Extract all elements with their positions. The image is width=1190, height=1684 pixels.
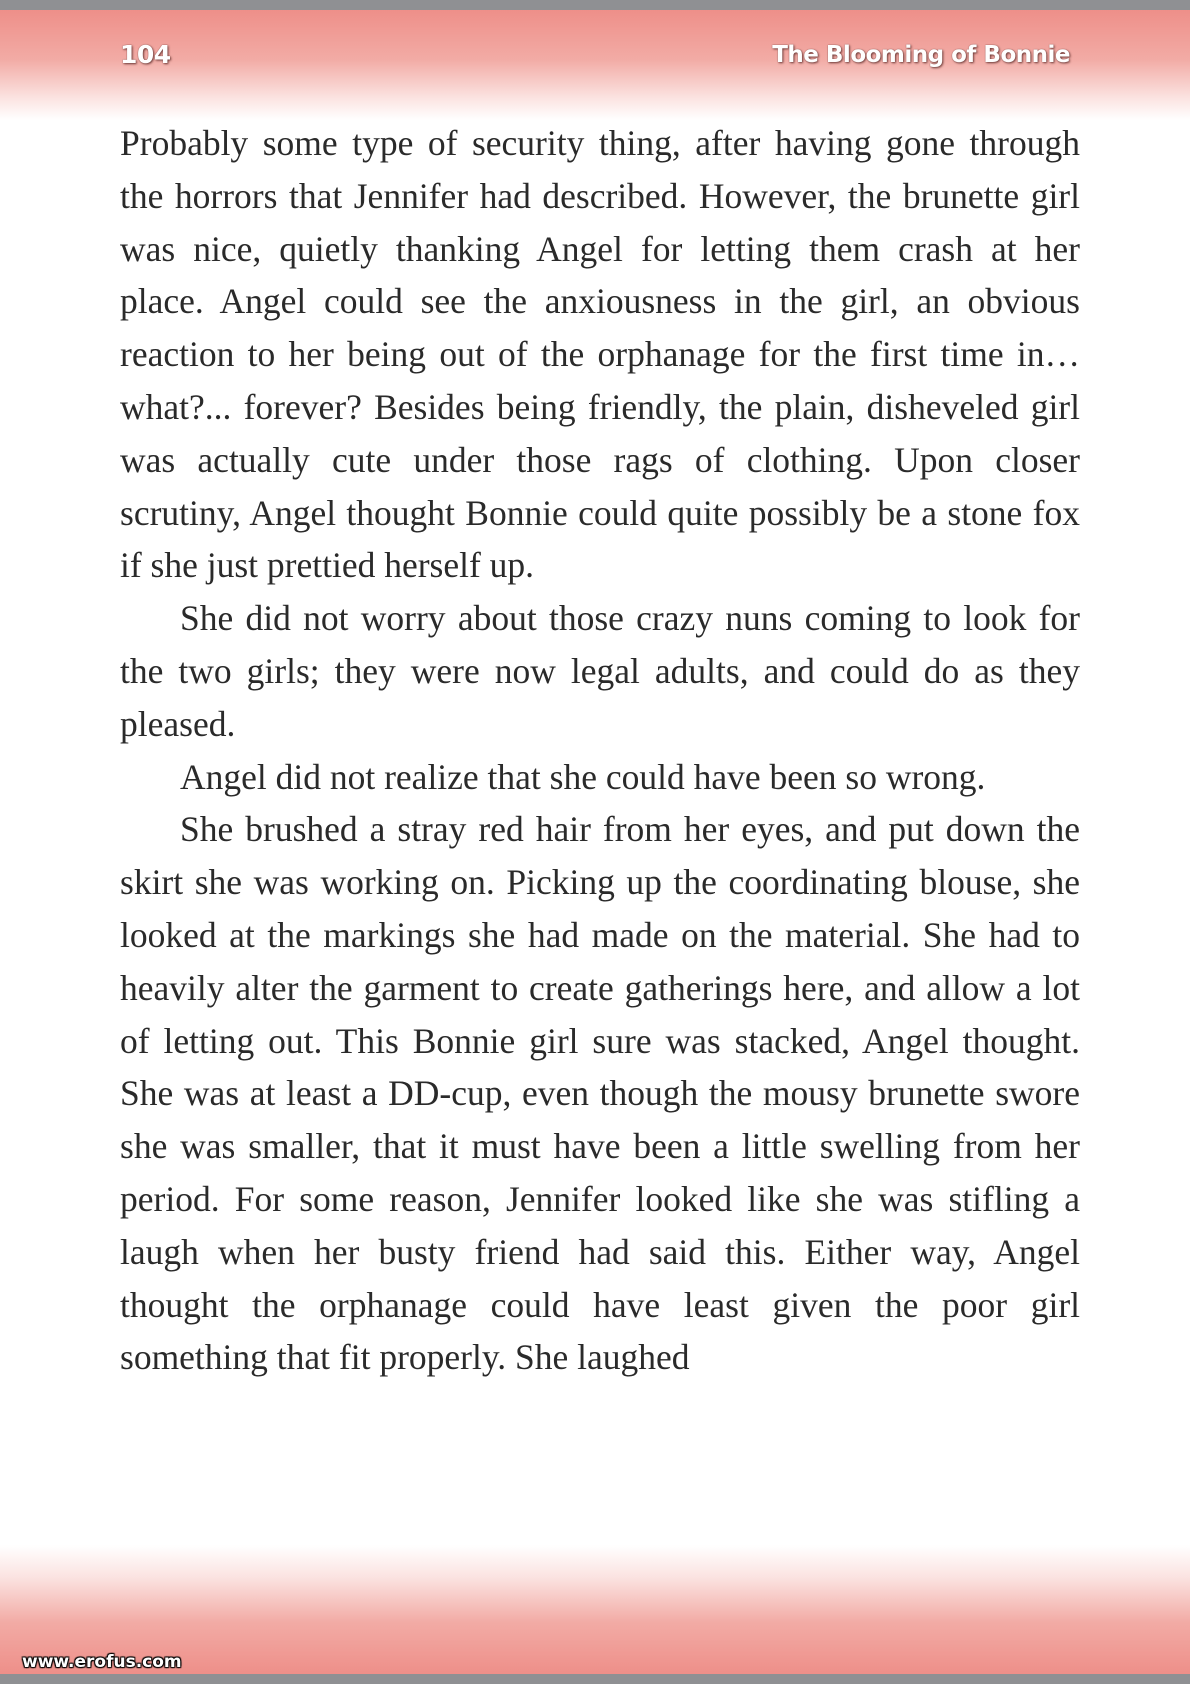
page-header xyxy=(0,10,1190,120)
top-border xyxy=(0,0,1190,10)
bottom-border xyxy=(0,1674,1190,1684)
paragraph: Angel did not realize that she could have been so wrong. xyxy=(180,756,986,797)
paragraph: She did not worry about those crazy nuns coming to look for the two girls; they were now legal adults, and could do as they pleased. xyxy=(120,598,1080,744)
watermark: www.erofus.com xyxy=(22,1652,182,1672)
running-title: The Blooming of Bonnie xyxy=(772,42,1070,68)
paragraph: She brushed a stray red hair from her eyes, and put down the skirt she was working on. Picking up the coordinating blouse, she looked at the markings she had made on the material. She had to heavily alter the garment to create gatherings here, and allow a lot of letting out. This Bonnie girl sure was stacked, Angel thought. She was at least a DD-cup, even though the mousy brunette swore she was smaller, that it must have been a little swelling from her period. For some reason, Jennifer looked like she was stifling a laugh when her busty friend had said this. Either way, Angel thought the orphanage could have least given the poor girl something that fit properly. She laughed xyxy=(120,809,1080,1378)
paragraph: Probably some type of security thing, after having gone through the horrors that Jennifer had described. However, the brunette girl was nice, quietly thanking Angel for letting them crash at her place. Angel could see the anxiousness in the girl, an obvious reaction to her being out of the orphanage for the first time in… what?... forever? Besides being friendly, the plain, disheveled girl was actually cute under those rags of clothing. Upon closer scrutiny, Angel thought Bonnie could quite possibly be a stone fox if she just prettied herself up. xyxy=(120,123,1080,586)
body-text xyxy=(120,117,1080,1384)
page-number: 104 xyxy=(120,40,171,69)
